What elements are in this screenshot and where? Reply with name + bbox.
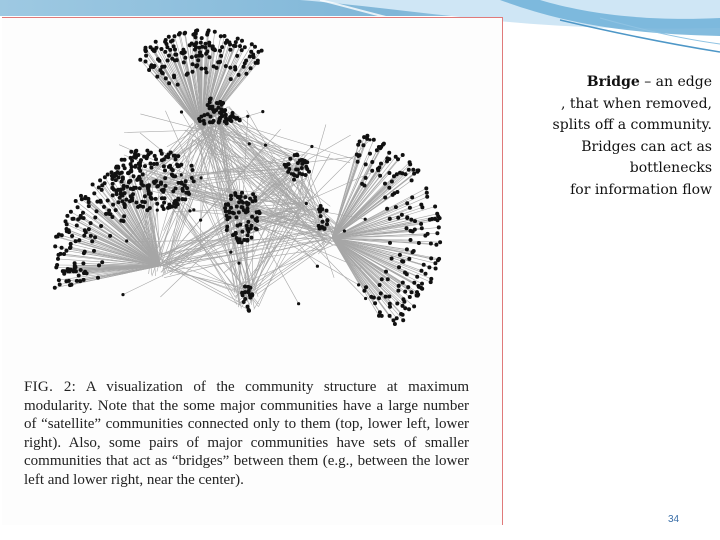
- figure-panel: [2, 17, 503, 525]
- figure-caption: [24, 378, 469, 490]
- note-line-4: Bridges can act as: [581, 138, 712, 155]
- community-network-graph: [2, 18, 502, 368]
- note-line-6: for information flow: [570, 181, 712, 198]
- caption-text: A visualization of the community structure at maximum modularity. Note that the some major communities have a large number of “satellite” communities connected only to them (top, lower left, lower right). Also, some pairs of major communities have sets of smaller communities that act as “bridges” between them (e.g., between the lower left and lower right, near the center).: [24, 379, 469, 488]
- note-line-2: , that when removed,: [560, 95, 712, 112]
- note-line-3: splits off a community.: [552, 117, 712, 134]
- caption-label: FIG. 2:: [24, 379, 77, 395]
- page-number: 34: [668, 514, 680, 525]
- note-line-1: [512, 72, 712, 94]
- note-line-1-rest: – an edge: [639, 74, 712, 90]
- note-line-5: bottlenecks: [629, 160, 712, 177]
- bridge-definition-note: [512, 72, 712, 202]
- note-term: Bridge: [586, 74, 640, 90]
